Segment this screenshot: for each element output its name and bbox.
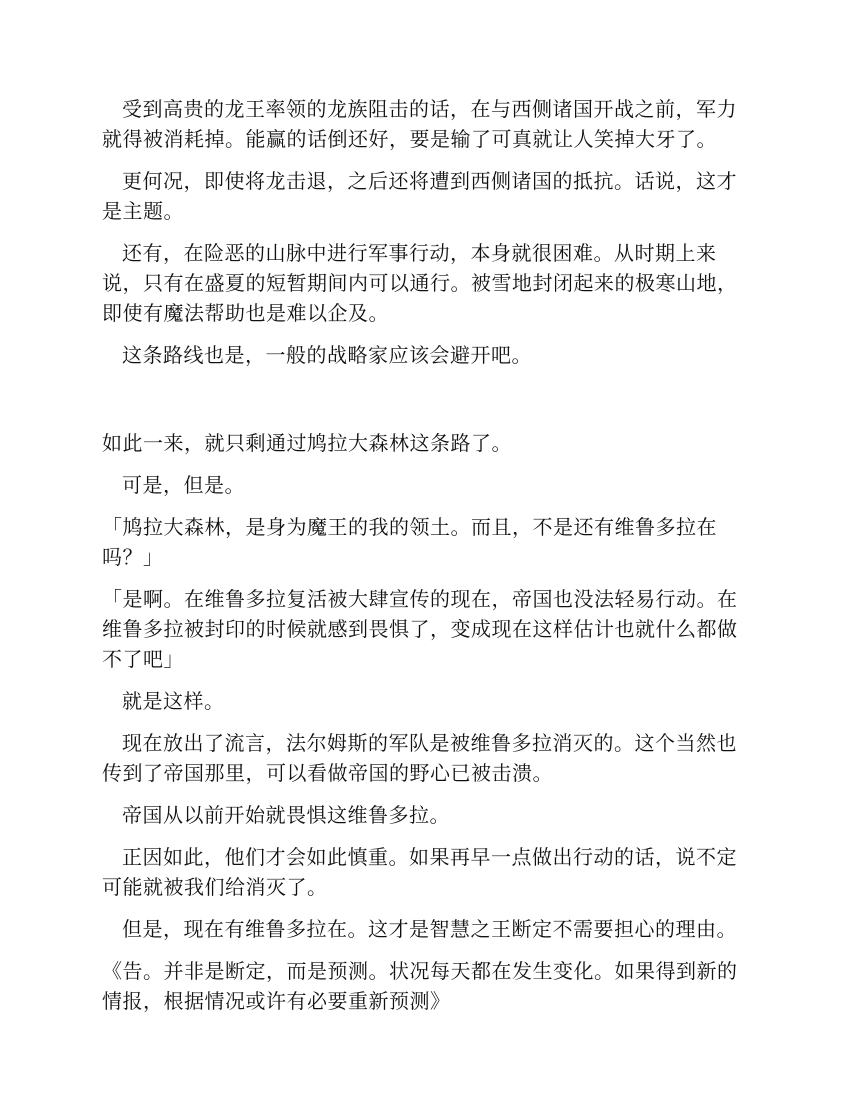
paragraph: 如此一来，就只剩通过鸠拉大森林这条路了。 (102, 431, 512, 455)
paragraph: 就是这样。 (122, 689, 225, 713)
paragraph: 更何况，即使将龙击退，之后还将遭到西侧诸国的抵抗。话说，这才是主题。 (102, 169, 737, 223)
paragraph: 这条路线也是，一般的战略家应该会避开吧。 (122, 343, 532, 367)
section-break (102, 382, 748, 428)
paragraph: 现在放出了流言，法尔姆斯的军队是被维鲁多拉消灭的。这个当然也传到了帝国那里，可以看做帝国的野心已被击溃。 (102, 731, 737, 785)
paragraph: 受到高贵的龙王率领的龙族阻击的话，在与西侧诸国开战之前，军力就得被消耗掉。能赢的话倒还好，要是输了可真就让人笑掉大牙了。 (102, 97, 737, 151)
dialogue-paragraph: 「鸠拉大森林，是身为魔王的我的领土。而且，不是还有维鲁多拉在吗？」 (102, 515, 717, 569)
paragraph: 但是，现在有维鲁多拉在。这才是智慧之王断定不需要担心的理由。 (122, 917, 737, 941)
paragraph: 还有，在险恶的山脉中进行军事行动，本身就很困难。从时期上来说，只有在盛夏的短暂期间内可以通行。被雪地封闭起来的极寒山地，即使有魔法帮助也是难以企及。 (102, 241, 738, 325)
paragraph: 帝国从以前开始就畏惧这维鲁多拉。 (122, 803, 450, 827)
paragraph: 可是，但是。 (122, 473, 245, 497)
document-body (102, 94, 748, 1028)
system-message-paragraph: 《告。并非是断定，而是预测。状况每天都在发生变化。如果得到新的情报，根据情况或许有必要重新预测》 (102, 959, 738, 1013)
paragraph: 正因如此，他们才会如此慎重。如果再早一点做出行动的话，说不定可能就被我们给消灭了。 (102, 845, 737, 899)
dialogue-paragraph: 「是啊。在维鲁多拉复活被大肆宣传的现在，帝国也没法轻易行动。在维鲁多拉被封印的时候就感到畏惧了，变成现在这样估计也就什么都做不了吧」 (102, 587, 738, 671)
